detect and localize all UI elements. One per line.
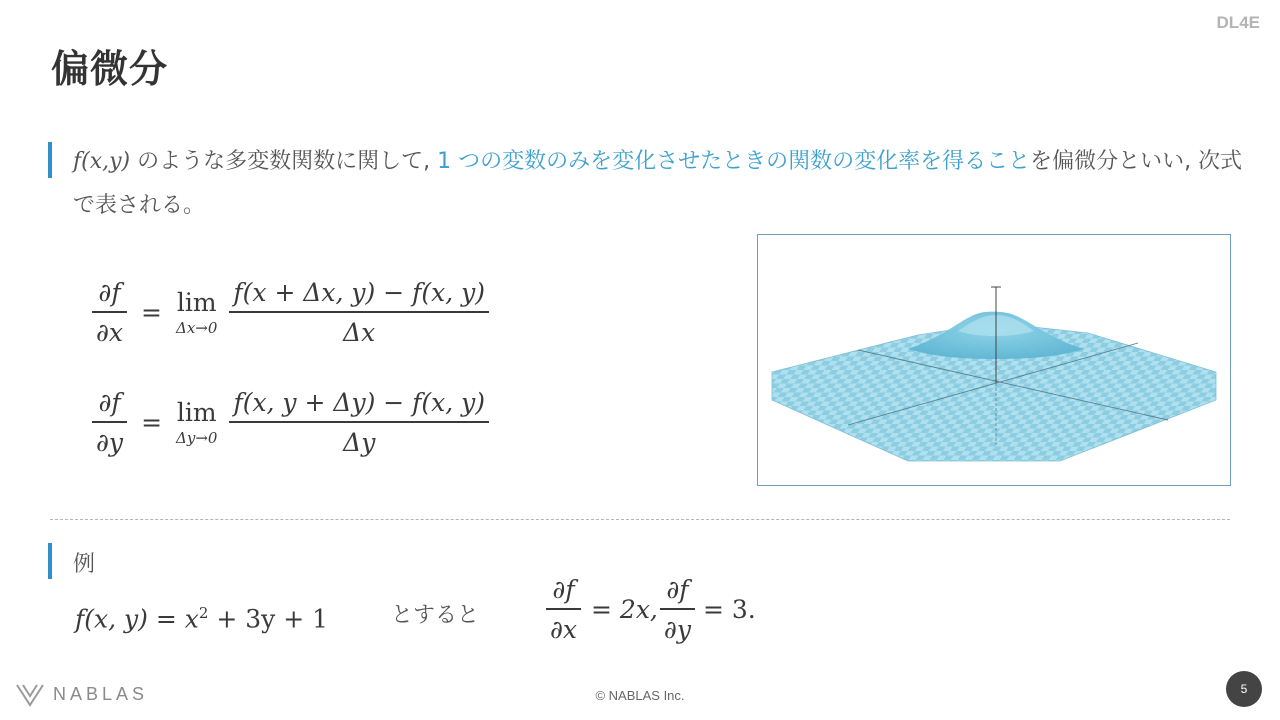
limit-word: lim (176, 288, 217, 317)
intro-accent-bar (48, 142, 52, 178)
intro-text-1: のような多変数関数に関して, (130, 149, 438, 174)
result-value-y: = 3. (702, 595, 756, 624)
page-title: 偏微分 (51, 47, 169, 91)
lhs-fraction (92, 388, 127, 457)
limit-subscript: Δy→0 (176, 429, 218, 447)
rhs-fraction (229, 388, 489, 457)
page-number: 5 (1226, 671, 1262, 707)
deck-tag: DL4E (1216, 13, 1260, 32)
lhs-numerator: ∂f (98, 388, 121, 417)
rhs-denominator: Δx (343, 318, 376, 347)
equals-sign: = (141, 298, 162, 327)
limit-word: lim (176, 398, 217, 427)
result-denominator: ∂y (663, 615, 691, 644)
rhs-numerator: f(x + Δx, y) − f(x, y) (233, 278, 485, 307)
example-function (75, 604, 328, 633)
result-denominator: ∂x (550, 615, 578, 644)
example-function-rhs: + 3y + 1 (208, 604, 328, 634)
intro-paragraph (73, 140, 1243, 228)
rhs-numerator: f(x, y + Δy) − f(x, y) (233, 388, 486, 417)
limit (176, 398, 217, 447)
copyright: © NABLAS Inc. (595, 688, 685, 703)
limit (176, 288, 217, 337)
lhs-denominator: ∂x (96, 318, 124, 347)
intro-highlight: 1 つの変数のみを変化させたときの関数の変化率を得ること (437, 149, 1031, 174)
partial-y-definition (92, 388, 489, 457)
lhs-numerator: ∂f (98, 278, 121, 307)
section-divider (50, 519, 1230, 520)
example-connector: とすると (391, 603, 480, 628)
result-numerator: ∂f (666, 575, 689, 604)
surface-plot-illustration (758, 235, 1230, 485)
lhs-fraction (92, 278, 127, 347)
surface-plot-figure (757, 234, 1231, 486)
rhs-denominator: Δy (343, 428, 376, 457)
result-fraction-x (546, 575, 581, 644)
example-label: 例 (73, 552, 96, 577)
example-function-lhs: f(x, y) = x (75, 604, 199, 634)
partial-x-definition (92, 278, 489, 347)
intro-function: f(x,y) (73, 149, 131, 174)
rhs-fraction (229, 278, 489, 347)
example-accent-bar (48, 543, 52, 579)
intro-text-2: を偏微分といい, 次式で表される。 (73, 149, 1243, 218)
limit-subscript: Δx→0 (175, 319, 218, 337)
lhs-denominator: ∂y (96, 428, 124, 457)
equals-sign: = (141, 408, 163, 437)
result-numerator: ∂f (552, 575, 575, 604)
logo-text: NABLAS (53, 683, 149, 704)
example-result (546, 575, 756, 644)
result-value-x: = 2x, (591, 595, 658, 624)
example-exponent: 2 (198, 604, 209, 622)
result-fraction-y (660, 575, 695, 644)
